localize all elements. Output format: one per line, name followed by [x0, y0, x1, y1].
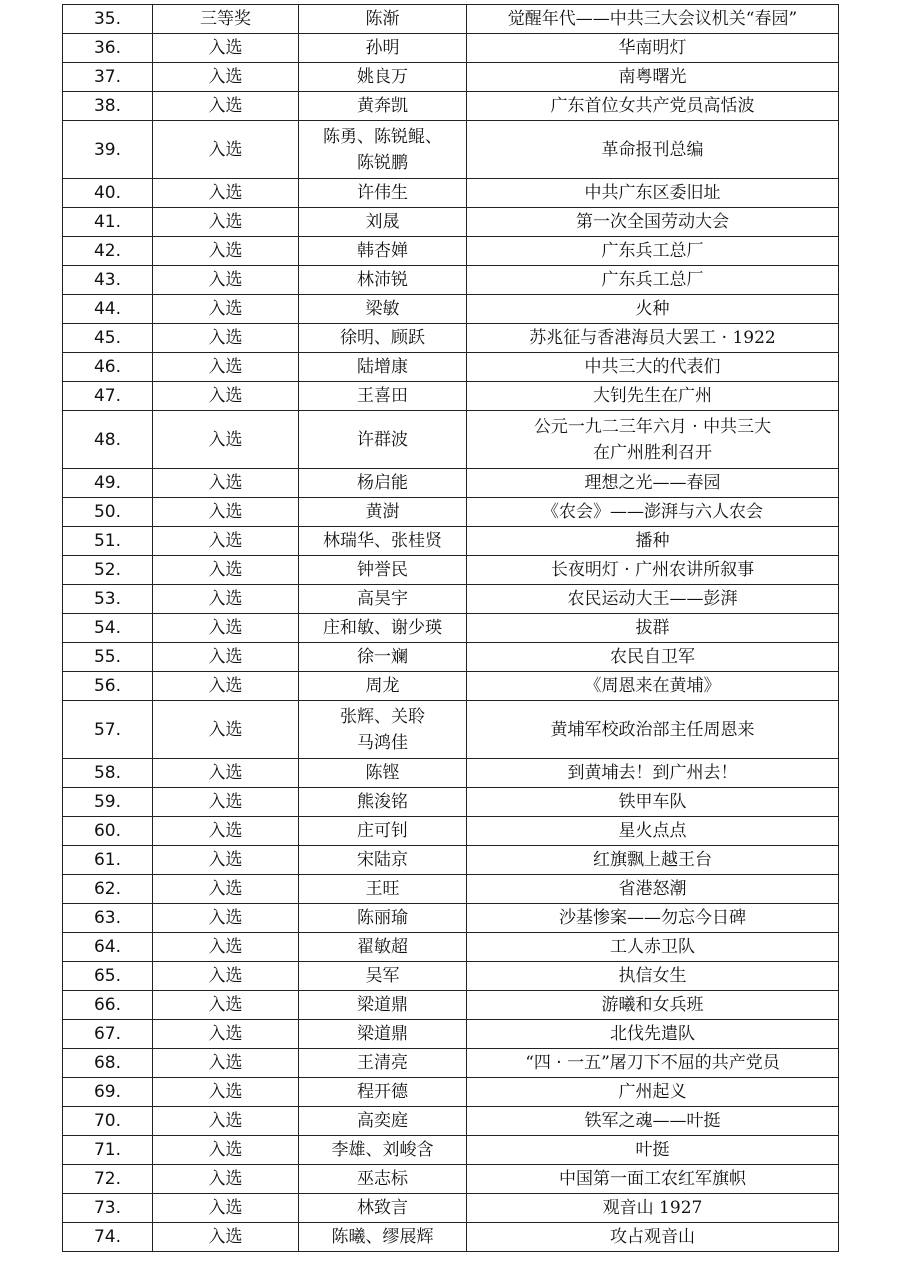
- table-row: [63, 1107, 839, 1136]
- award-level-cell: 入选: [153, 1223, 299, 1252]
- table-row: [63, 527, 839, 556]
- row-number-cell: 49.: [63, 469, 153, 498]
- row-number-cell: 35.: [63, 5, 153, 34]
- work-title-cell: 南粤曙光: [467, 63, 839, 92]
- row-number-cell: 40.: [63, 179, 153, 208]
- award-level-cell: 入选: [153, 324, 299, 353]
- row-number-cell: 44.: [63, 295, 153, 324]
- author-cell: 陈铿: [299, 759, 467, 788]
- work-title-cell: 攻占观音山: [467, 1223, 839, 1252]
- table-row: [63, 295, 839, 324]
- table-row: [63, 5, 839, 34]
- award-level-cell: 入选: [153, 1078, 299, 1107]
- author-cell: 陆增康: [299, 353, 467, 382]
- work-title-cell: 到黄埔去！到广州去！: [467, 759, 839, 788]
- table-row: [63, 788, 839, 817]
- award-level-cell: 入选: [153, 1020, 299, 1049]
- work-title-cell: 广东兵工总厂: [467, 237, 839, 266]
- award-level-cell: 入选: [153, 962, 299, 991]
- table-row: [63, 1165, 839, 1194]
- author-cell: 陈曦、缪展辉: [299, 1223, 467, 1252]
- row-number-cell: 68.: [63, 1049, 153, 1078]
- row-number-cell: 63.: [63, 904, 153, 933]
- work-title-cell: 中共三大的代表们: [467, 353, 839, 382]
- table-row: [63, 556, 839, 585]
- award-level-cell: 入选: [153, 991, 299, 1020]
- author-cell: 宋陆京: [299, 846, 467, 875]
- row-number-cell: 45.: [63, 324, 153, 353]
- award-level-cell: 入选: [153, 875, 299, 904]
- row-number-cell: 56.: [63, 672, 153, 701]
- award-level-cell: 入选: [153, 643, 299, 672]
- row-number-cell: 73.: [63, 1194, 153, 1223]
- author-cell: 王清亮: [299, 1049, 467, 1078]
- award-level-cell: 入选: [153, 469, 299, 498]
- table-row: [63, 469, 839, 498]
- row-number-cell: 48.: [63, 411, 153, 469]
- award-level-cell: 入选: [153, 266, 299, 295]
- table-row: [63, 266, 839, 295]
- work-title-cell: 游曦和女兵班: [467, 991, 839, 1020]
- table-row: [63, 1194, 839, 1223]
- award-level-cell: 入选: [153, 556, 299, 585]
- work-title-cell: 沙基惨案——勿忘今日碑: [467, 904, 839, 933]
- author-cell: 许伟生: [299, 179, 467, 208]
- table-row: [63, 1078, 839, 1107]
- work-title-cell: 广州起义: [467, 1078, 839, 1107]
- work-title-cell: 长夜明灯 · 广州农讲所叙事: [467, 556, 839, 585]
- award-level-cell: 入选: [153, 121, 299, 179]
- award-level-cell: 入选: [153, 1194, 299, 1223]
- row-number-cell: 38.: [63, 92, 153, 121]
- row-number-cell: 67.: [63, 1020, 153, 1049]
- award-level-cell: 入选: [153, 672, 299, 701]
- work-title-cell: 铁军之魂——叶挺: [467, 1107, 839, 1136]
- row-number-cell: 43.: [63, 266, 153, 295]
- row-number-cell: 64.: [63, 933, 153, 962]
- table-row: [63, 991, 839, 1020]
- work-title-cell: 觉醒年代——中共三大会议机关“春园”: [467, 5, 839, 34]
- table-row: [63, 1136, 839, 1165]
- author-cell: 张辉、关聆 马鸿佳: [299, 701, 467, 759]
- award-level-cell: 入选: [153, 846, 299, 875]
- author-cell: 杨启能: [299, 469, 467, 498]
- author-cell: 巫志标: [299, 1165, 467, 1194]
- table-row: [63, 759, 839, 788]
- award-level-cell: 入选: [153, 1107, 299, 1136]
- table-row: [63, 208, 839, 237]
- table-row: [63, 933, 839, 962]
- work-title-cell: 华南明灯: [467, 34, 839, 63]
- author-cell: 翟敏超: [299, 933, 467, 962]
- work-title-cell: “四 · 一五”屠刀下不屈的共产党员: [467, 1049, 839, 1078]
- row-number-cell: 36.: [63, 34, 153, 63]
- work-title-cell: 第一次全国劳动大会: [467, 208, 839, 237]
- work-title-cell: 大钊先生在广州: [467, 382, 839, 411]
- award-level-cell: 入选: [153, 701, 299, 759]
- row-number-cell: 50.: [63, 498, 153, 527]
- author-cell: 林瑞华、张桂贤: [299, 527, 467, 556]
- author-cell: 吴军: [299, 962, 467, 991]
- work-title-cell: 苏兆征与香港海员大罢工 · 1922: [467, 324, 839, 353]
- author-cell: 李雄、刘峻含: [299, 1136, 467, 1165]
- row-number-cell: 54.: [63, 614, 153, 643]
- table-row: [63, 382, 839, 411]
- row-number-cell: 46.: [63, 353, 153, 382]
- author-cell: 许群波: [299, 411, 467, 469]
- table-row: [63, 701, 839, 759]
- author-cell: 陈勇、陈锐鲲、 陈锐鹏: [299, 121, 467, 179]
- row-number-cell: 51.: [63, 527, 153, 556]
- work-title-cell: 星火点点: [467, 817, 839, 846]
- author-cell: 程开德: [299, 1078, 467, 1107]
- table-row: [63, 672, 839, 701]
- award-level-cell: 入选: [153, 585, 299, 614]
- row-number-cell: 66.: [63, 991, 153, 1020]
- award-level-cell: 入选: [153, 759, 299, 788]
- row-number-cell: 53.: [63, 585, 153, 614]
- table-row: [63, 904, 839, 933]
- work-title-cell: 执信女生: [467, 962, 839, 991]
- award-level-cell: 入选: [153, 933, 299, 962]
- row-number-cell: 71.: [63, 1136, 153, 1165]
- table-row: [63, 237, 839, 266]
- row-number-cell: 57.: [63, 701, 153, 759]
- award-level-cell: 入选: [153, 208, 299, 237]
- award-level-cell: 入选: [153, 295, 299, 324]
- author-cell: 黄奔凯: [299, 92, 467, 121]
- table-row: [63, 34, 839, 63]
- award-level-cell: 入选: [153, 237, 299, 266]
- award-level-cell: 入选: [153, 1165, 299, 1194]
- author-cell: 林沛锐: [299, 266, 467, 295]
- author-cell: 韩杏婵: [299, 237, 467, 266]
- author-cell: 徐一斓: [299, 643, 467, 672]
- table-row: [63, 1223, 839, 1252]
- work-title-cell: 广东首位女共产党员高恬波: [467, 92, 839, 121]
- row-number-cell: 37.: [63, 63, 153, 92]
- author-cell: 刘晟: [299, 208, 467, 237]
- author-cell: 庄可钊: [299, 817, 467, 846]
- table-row: [63, 411, 839, 469]
- row-number-cell: 42.: [63, 237, 153, 266]
- author-cell: 熊浚铭: [299, 788, 467, 817]
- table-row: [63, 614, 839, 643]
- table-row: [63, 498, 839, 527]
- author-cell: 周龙: [299, 672, 467, 701]
- table-row: [63, 1020, 839, 1049]
- row-number-cell: 55.: [63, 643, 153, 672]
- row-number-cell: 58.: [63, 759, 153, 788]
- table-row: [63, 121, 839, 179]
- table-row: [63, 353, 839, 382]
- row-number-cell: 47.: [63, 382, 153, 411]
- award-level-cell: 入选: [153, 92, 299, 121]
- table-row: [63, 63, 839, 92]
- award-level-cell: 入选: [153, 34, 299, 63]
- award-level-cell: 入选: [153, 179, 299, 208]
- row-number-cell: 61.: [63, 846, 153, 875]
- work-title-cell: 黄埔军校政治部主任周恩来: [467, 701, 839, 759]
- award-level-cell: 入选: [153, 1049, 299, 1078]
- table-row: [63, 962, 839, 991]
- author-cell: 庄和敏、谢少瑛: [299, 614, 467, 643]
- row-number-cell: 70.: [63, 1107, 153, 1136]
- award-level-cell: 入选: [153, 411, 299, 469]
- table-row: [63, 585, 839, 614]
- award-level-cell: 入选: [153, 614, 299, 643]
- author-cell: 高昊宇: [299, 585, 467, 614]
- award-level-cell: 入选: [153, 63, 299, 92]
- author-cell: 王旺: [299, 875, 467, 904]
- award-level-cell: 入选: [153, 527, 299, 556]
- author-cell: 高奕庭: [299, 1107, 467, 1136]
- award-list-table: [62, 4, 839, 1252]
- row-number-cell: 62.: [63, 875, 153, 904]
- author-cell: 林致言: [299, 1194, 467, 1223]
- award-level-cell: 入选: [153, 382, 299, 411]
- work-title-cell: 理想之光——春园: [467, 469, 839, 498]
- work-title-cell: 工人赤卫队: [467, 933, 839, 962]
- author-cell: 梁敏: [299, 295, 467, 324]
- work-title-cell: 拔群: [467, 614, 839, 643]
- row-number-cell: 52.: [63, 556, 153, 585]
- award-level-cell: 入选: [153, 1136, 299, 1165]
- row-number-cell: 59.: [63, 788, 153, 817]
- work-title-cell: 《周恩来在黄埔》: [467, 672, 839, 701]
- award-level-cell: 入选: [153, 498, 299, 527]
- work-title-cell: 省港怒潮: [467, 875, 839, 904]
- author-cell: 梁道鼎: [299, 991, 467, 1020]
- row-number-cell: 60.: [63, 817, 153, 846]
- work-title-cell: 公元一九二三年六月 · 中共三大 在广州胜利召开: [467, 411, 839, 469]
- award-list-body: [63, 5, 839, 1252]
- row-number-cell: 65.: [63, 962, 153, 991]
- work-title-cell: 火种: [467, 295, 839, 324]
- work-title-cell: 红旗飘上越王台: [467, 846, 839, 875]
- row-number-cell: 74.: [63, 1223, 153, 1252]
- author-cell: 梁道鼎: [299, 1020, 467, 1049]
- work-title-cell: 中国第一面工农红军旗帜: [467, 1165, 839, 1194]
- work-title-cell: 观音山 1927: [467, 1194, 839, 1223]
- work-title-cell: 北伐先遣队: [467, 1020, 839, 1049]
- work-title-cell: 革命报刊总编: [467, 121, 839, 179]
- award-level-cell: 入选: [153, 353, 299, 382]
- author-cell: 陈丽瑜: [299, 904, 467, 933]
- author-cell: 姚良万: [299, 63, 467, 92]
- author-cell: 徐明、顾跃: [299, 324, 467, 353]
- work-title-cell: 广东兵工总厂: [467, 266, 839, 295]
- award-level-cell: 入选: [153, 788, 299, 817]
- table-row: [63, 324, 839, 353]
- work-title-cell: 中共广东区委旧址: [467, 179, 839, 208]
- work-title-cell: 播种: [467, 527, 839, 556]
- author-cell: 孙明: [299, 34, 467, 63]
- award-level-cell: 入选: [153, 817, 299, 846]
- table-row: [63, 92, 839, 121]
- table-row: [63, 643, 839, 672]
- work-title-cell: 铁甲车队: [467, 788, 839, 817]
- work-title-cell: 叶挺: [467, 1136, 839, 1165]
- work-title-cell: 农民自卫军: [467, 643, 839, 672]
- author-cell: 钟誉民: [299, 556, 467, 585]
- row-number-cell: 69.: [63, 1078, 153, 1107]
- author-cell: 陈渐: [299, 5, 467, 34]
- row-number-cell: 41.: [63, 208, 153, 237]
- award-level-cell: 入选: [153, 904, 299, 933]
- table-row: [63, 817, 839, 846]
- award-level-cell: 三等奖: [153, 5, 299, 34]
- author-cell: 黄澍: [299, 498, 467, 527]
- work-title-cell: 《农会》——澎湃与六人农会: [467, 498, 839, 527]
- table-row: [63, 179, 839, 208]
- work-title-cell: 农民运动大王——彭湃: [467, 585, 839, 614]
- table-row: [63, 875, 839, 904]
- table-row: [63, 1049, 839, 1078]
- row-number-cell: 39.: [63, 121, 153, 179]
- author-cell: 王喜田: [299, 382, 467, 411]
- table-row: [63, 846, 839, 875]
- row-number-cell: 72.: [63, 1165, 153, 1194]
